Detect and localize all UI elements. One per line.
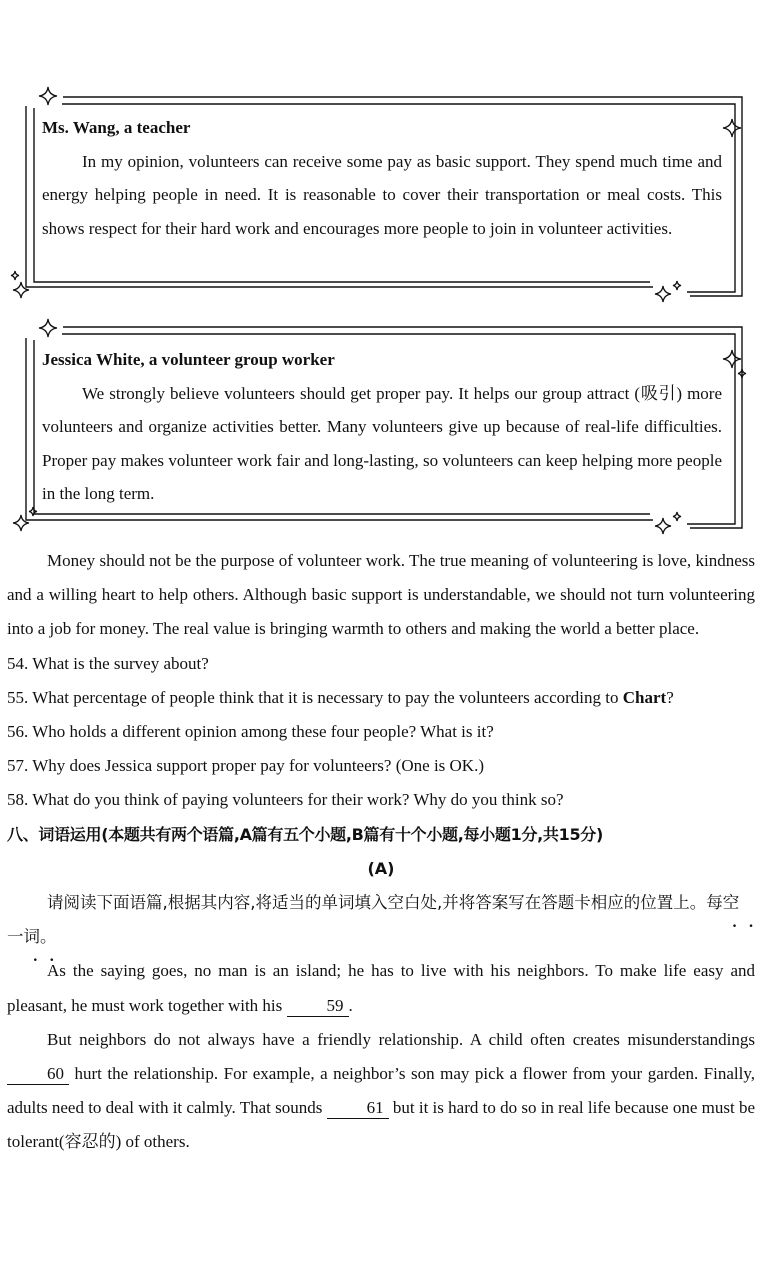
question-58: 58. What do you think of paying volunteers for their work? Why do you think so? bbox=[7, 790, 564, 810]
question-57: 57. Why does Jessica support proper pay for volunteers? (One is OK.) bbox=[7, 756, 484, 776]
blank-60[interactable]: 60 bbox=[7, 1064, 69, 1085]
passage-paragraph-2: But neighbors do not always have a friendly relationship. A child often creates misunderstandings 60 hurt the relationship. For example, a neighbor’s son may pick a flower from your garden. Finally, adults need to deal with it calmly. That sounds 61 but it is hard to do so in real life because one must be tolerant(容忍的) of others. bbox=[7, 1029, 755, 1152]
instructions: 请阅读下面语篇,根据其内容,将适当的单词填入空白处,并将答案写在答题卡相应的位置上。每空一词。 bbox=[7, 893, 740, 947]
sparkle-icon bbox=[655, 518, 671, 534]
emphasis-char: 词 bbox=[23, 927, 40, 947]
sparkle-icon bbox=[11, 271, 19, 280]
emphasis-char: 一 bbox=[7, 927, 24, 947]
opinion-author: Ms. Wang, a teacher bbox=[42, 118, 191, 137]
sparkle-icon bbox=[39, 319, 57, 337]
main-content bbox=[7, 544, 755, 1160]
opinion-box-wang bbox=[42, 111, 722, 245]
sparkle-icon bbox=[39, 87, 57, 105]
sparkle-icon bbox=[655, 286, 671, 302]
emphasis-char: 每 bbox=[706, 893, 723, 913]
part-label: (A) bbox=[367, 858, 395, 878]
opinion-text: We strongly believe volunteers should get proper pay. It helps our group attract (吸引) more volunteers and organize activities better. Many volunteers give up because of real-life difficulties. Proper pay makes volunteer work fair and long-lasting, so volunteers can keep helping more people in the long term. bbox=[42, 383, 722, 503]
opinion-box-jessica bbox=[42, 343, 722, 511]
blank-61[interactable]: 61 bbox=[327, 1098, 389, 1119]
question-55: 55. What percentage of people think that it is necessary to pay the volunteers according to Chart? bbox=[7, 687, 674, 707]
opinion-paragraph: Money should not be the purpose of volunteer work. The true meaning of volunteering is love, kindness and a willing heart to help others. Although basic support is understandable, we should not turn volunteering into a job for money. The real value is bringing warmth to others and making the world a better place. bbox=[7, 551, 755, 639]
section-heading: 八、词语运用(本题共有两个语篇,A篇有五个小题,B篇有十个小题,每小题1分,共15分) bbox=[7, 824, 604, 844]
sparkle-icon bbox=[723, 350, 741, 368]
question-54: 54. What is the survey about? bbox=[7, 653, 209, 673]
passage-paragraph-1: As the saying goes, no man is an island; he has to live with his neighbors. To make life easy and pleasant, he must work together with his 59 . bbox=[7, 961, 755, 1015]
opinion-author: Jessica White, a volunteer group worker bbox=[42, 350, 335, 369]
blank-59[interactable]: 59 bbox=[287, 996, 349, 1017]
emphasis-char: 空 bbox=[722, 893, 740, 913]
question-56: 56. Who holds a different opinion among these four people? What is it? bbox=[7, 722, 494, 742]
sparkle-icon bbox=[723, 119, 741, 137]
sparkle-icon bbox=[673, 281, 681, 290]
opinion-text: In my opinion, volunteers can receive some pay as basic support. They spend much time and energy helping people in need. It is reasonable to cover their transportation or meal costs. This shows respect for their hard work and encourages more people to join in volunteer activities. bbox=[42, 151, 722, 238]
sparkle-icon bbox=[673, 512, 681, 521]
